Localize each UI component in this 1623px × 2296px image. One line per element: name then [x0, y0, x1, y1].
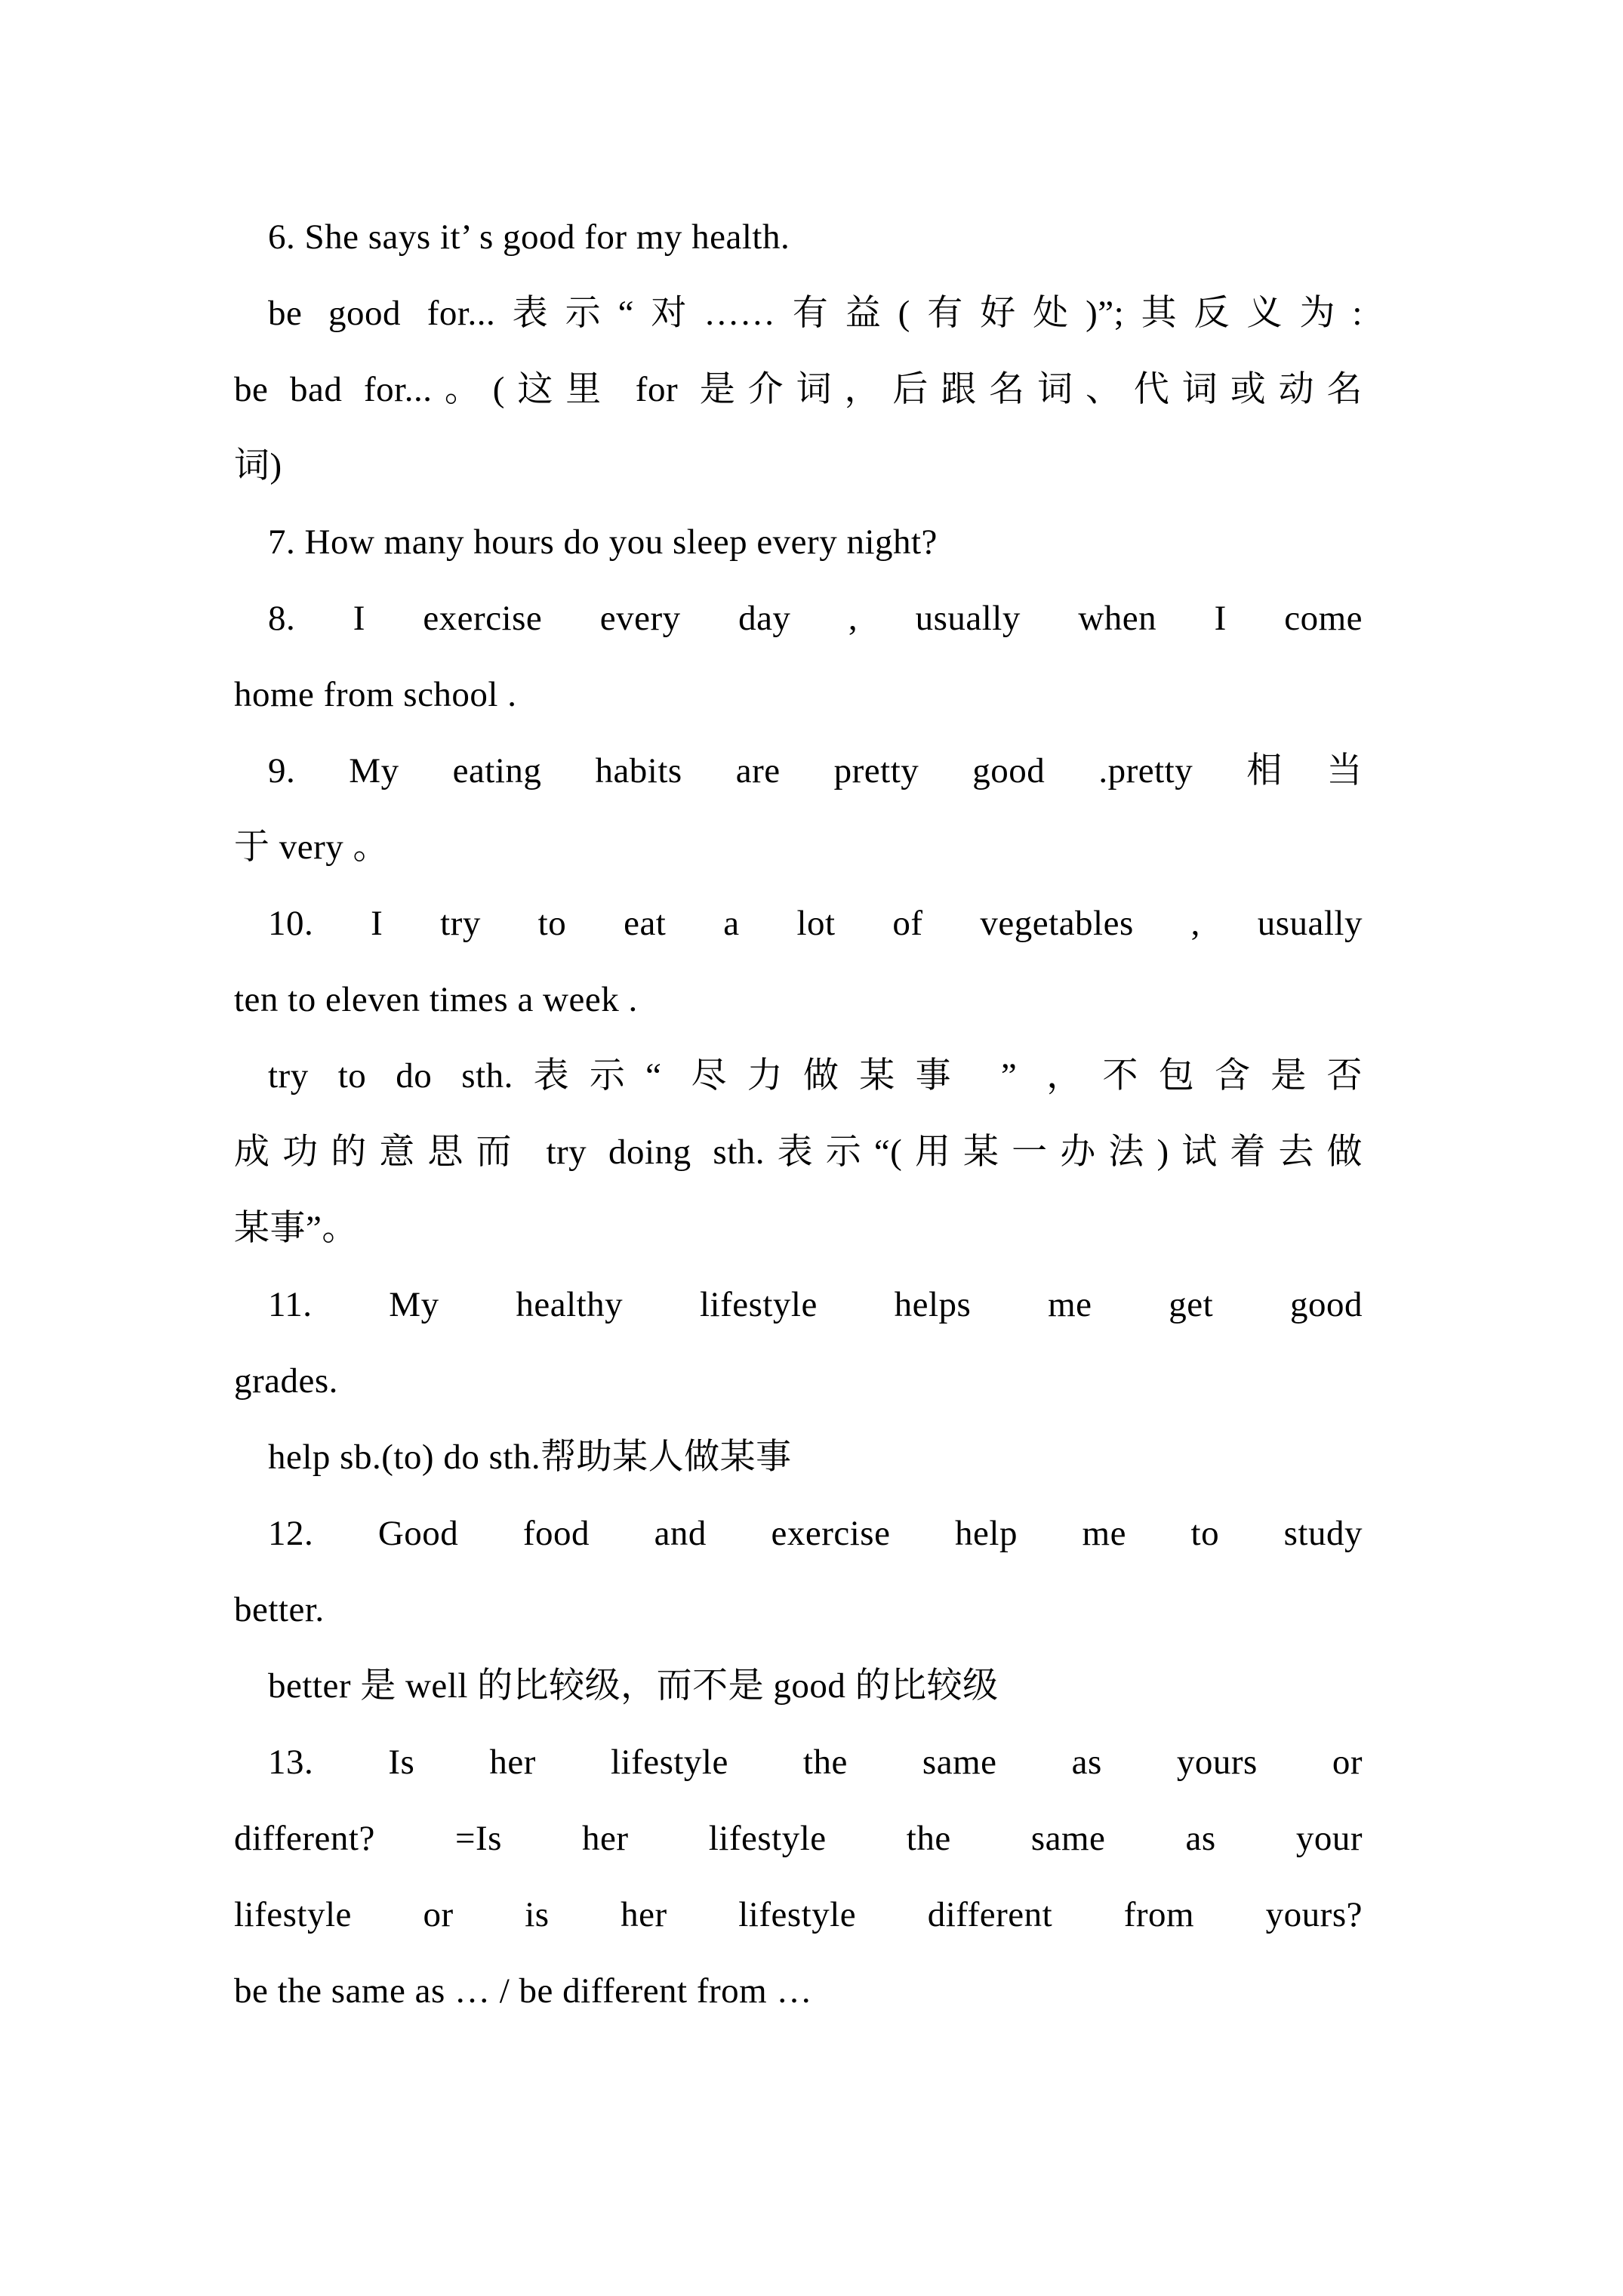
text-line: lifestyle or is her lifestyle different from yours?: [234, 1895, 1363, 1934]
text-line: different? =Is her lifestyle the same as your: [234, 1819, 1363, 1858]
text-line: 13. Is her lifestyle the same as yours or: [268, 1743, 1363, 1782]
text-line: 10. I try to eat a lot of vegetables , usually: [268, 904, 1363, 943]
text-line: 6. She says it’ s good for my health.: [268, 217, 790, 257]
text-line: 成功的意思而 try doing sth.表示“(用某一办法)试着去做: [234, 1133, 1363, 1172]
text-line: 7. How many hours do you sleep every night?: [268, 522, 938, 562]
text-line: better 是 well 的比较级，而不是 good 的比较级: [268, 1666, 999, 1706]
text-line: grades.: [234, 1361, 338, 1401]
text-line: 12. Good food and exercise help me to study: [268, 1514, 1363, 1553]
text-line: 于 very 。: [234, 827, 390, 867]
text-line: 某事”。: [234, 1209, 358, 1248]
text-line: 词): [234, 446, 282, 485]
text-line: be bad for...。(这里 for 是介词，后跟名词、代词或动名: [234, 370, 1363, 409]
text-line: be good for...表示“对……有益(有好处)”;其反义为:: [268, 294, 1363, 333]
document-text-block: [234, 199, 1363, 2029]
text-line: home from school .: [234, 675, 517, 714]
text-line: 8. I exercise every day , usually when I come: [268, 599, 1363, 638]
text-line: better.: [234, 1590, 325, 1629]
text-line: 11. My healthy lifestyle helps me get good: [268, 1285, 1363, 1324]
text-line: help sb.(to) do sth.帮助某人做某事: [268, 1438, 792, 1477]
text-line: try to do sth.表示“ 尽力做某事 ” ，不包含是否: [268, 1056, 1363, 1096]
text-line: 9. My eating habits are pretty good .pretty 相当: [268, 751, 1363, 791]
text-line: ten to eleven times a week .: [234, 980, 638, 1019]
text-line: be the same as … / be different from …: [234, 1971, 812, 2011]
